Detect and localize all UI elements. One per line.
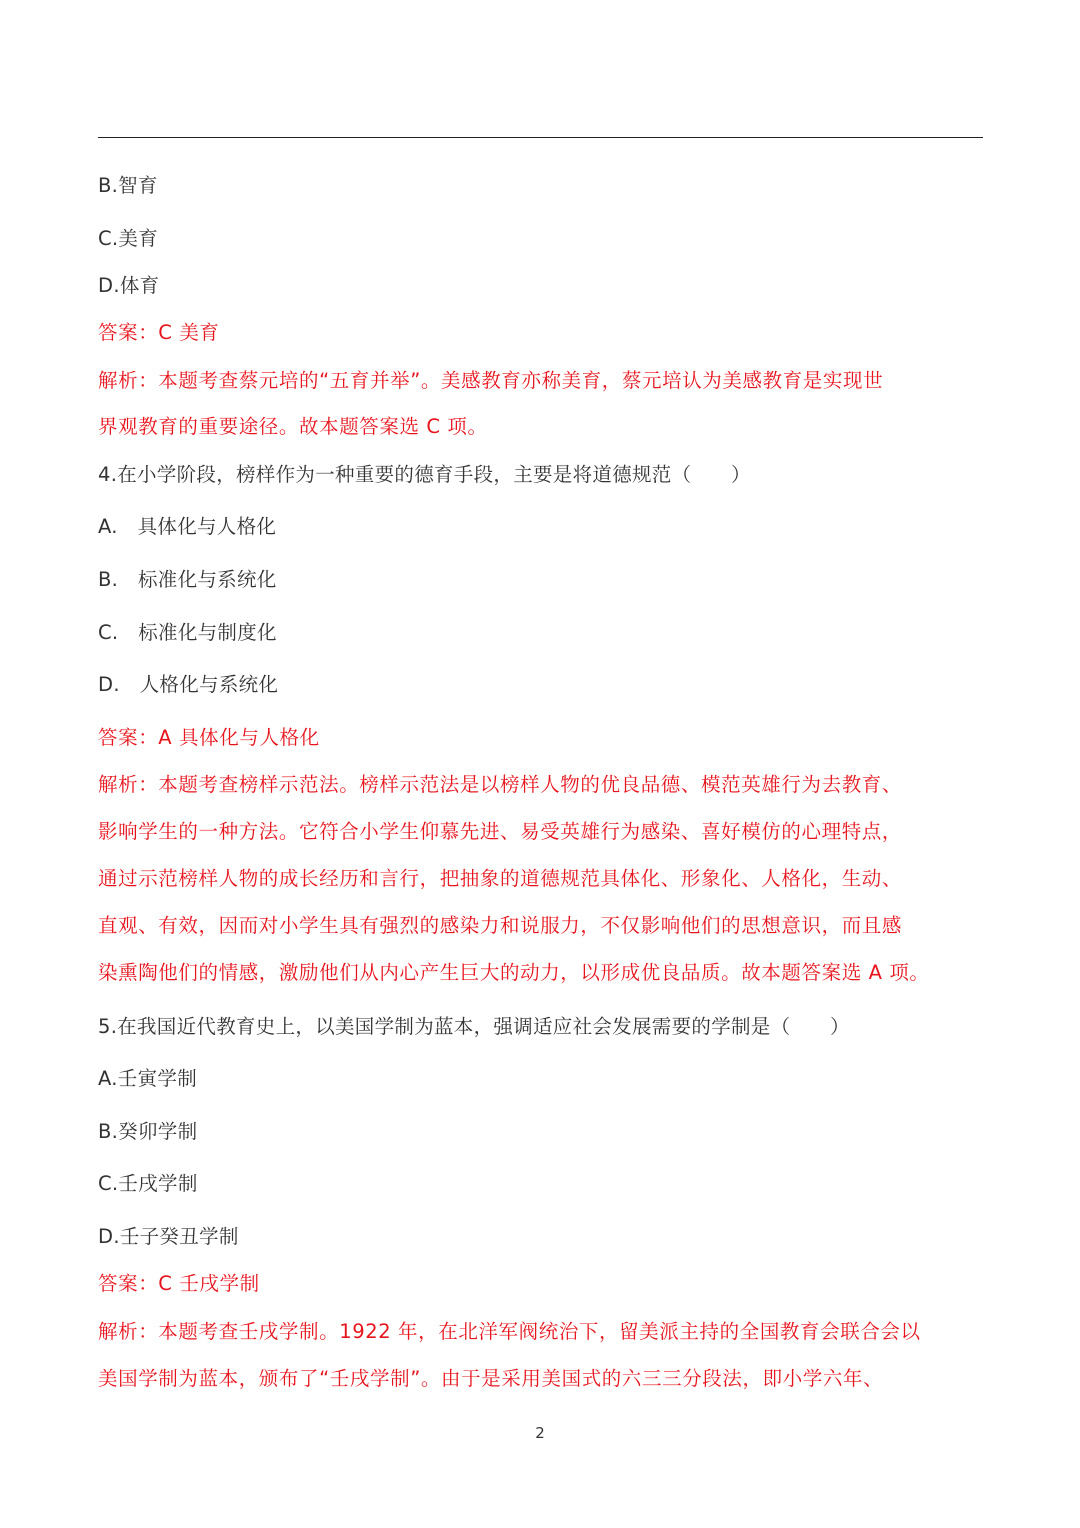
q5-question: 5.在我国近代教育史上，以美国学制为蓝本，强调适应社会发展需要的学制是（ ） bbox=[98, 1015, 850, 1038]
q5-analysis-line-1: 解析：本题考查壬戌学制。1922 年，在北洋军阀统治下，留美派主持的全国教育会联合会以 bbox=[98, 1320, 921, 1343]
q3-analysis-line-1: 解析：本题考查蔡元培的“五育并举”。美感教育亦称美育，蔡元培认为美感教育是实现世 bbox=[98, 369, 884, 392]
q4-analysis-line-2: 影响学生的一种方法。它符合小学生仰慕先进、易受英雄行为感染、喜好模仿的心理特点， bbox=[98, 820, 903, 843]
q3-option-d: D.体育 bbox=[98, 274, 160, 297]
q5-option-c: C.壬戌学制 bbox=[98, 1172, 198, 1195]
q5-answer: 答案：C 壬戌学制 bbox=[98, 1272, 260, 1295]
q4-option-b: B. 标准化与系统化 bbox=[98, 568, 277, 591]
header-rule bbox=[98, 137, 983, 138]
q4-analysis-line-4: 直观、有效，因而对小学生具有强烈的感染力和说服力，不仅影响他们的思想意识，而且感 bbox=[98, 914, 903, 937]
q5-analysis-line-2: 美国学制为蓝本，颁布了“壬戌学制”。由于是采用美国式的六三三分段法，即小学六年、 bbox=[98, 1367, 884, 1390]
q3-analysis-line-2: 界观教育的重要途径。故本题答案选 C 项。 bbox=[98, 415, 488, 438]
q4-analysis-line-1: 解析：本题考查榜样示范法。榜样示范法是以榜样人物的优良品德、模范英雄行为去教育、 bbox=[98, 773, 903, 796]
page-number: 2 bbox=[535, 1424, 545, 1442]
q4-analysis-line-3: 通过示范榜样人物的成长经历和言行，把抽象的道德规范具体化、形象化、人格化，生动、 bbox=[98, 867, 903, 890]
q3-option-b: B.智育 bbox=[98, 174, 158, 197]
q5-option-a: A.壬寅学制 bbox=[98, 1067, 197, 1090]
q4-analysis-line-5: 染熏陶他们的情感，激励他们从内心产生巨大的动力，以形成优良品质。故本题答案选 A 项。 bbox=[98, 961, 930, 984]
q4-question: 4.在小学阶段，榜样作为一种重要的德育手段，主要是将道德规范（ ） bbox=[98, 463, 751, 486]
q5-option-d: D.壬子癸丑学制 bbox=[98, 1225, 239, 1248]
q5-option-b: B.癸卯学制 bbox=[98, 1120, 198, 1143]
q3-answer: 答案：C 美育 bbox=[98, 321, 220, 344]
q4-option-d: D. 人格化与系统化 bbox=[98, 673, 279, 696]
q4-option-c: C. 标准化与制度化 bbox=[98, 621, 277, 644]
q3-option-c: C.美育 bbox=[98, 227, 159, 250]
q4-answer: 答案：A 具体化与人格化 bbox=[98, 726, 320, 749]
q4-option-a: A. 具体化与人格化 bbox=[98, 515, 277, 538]
